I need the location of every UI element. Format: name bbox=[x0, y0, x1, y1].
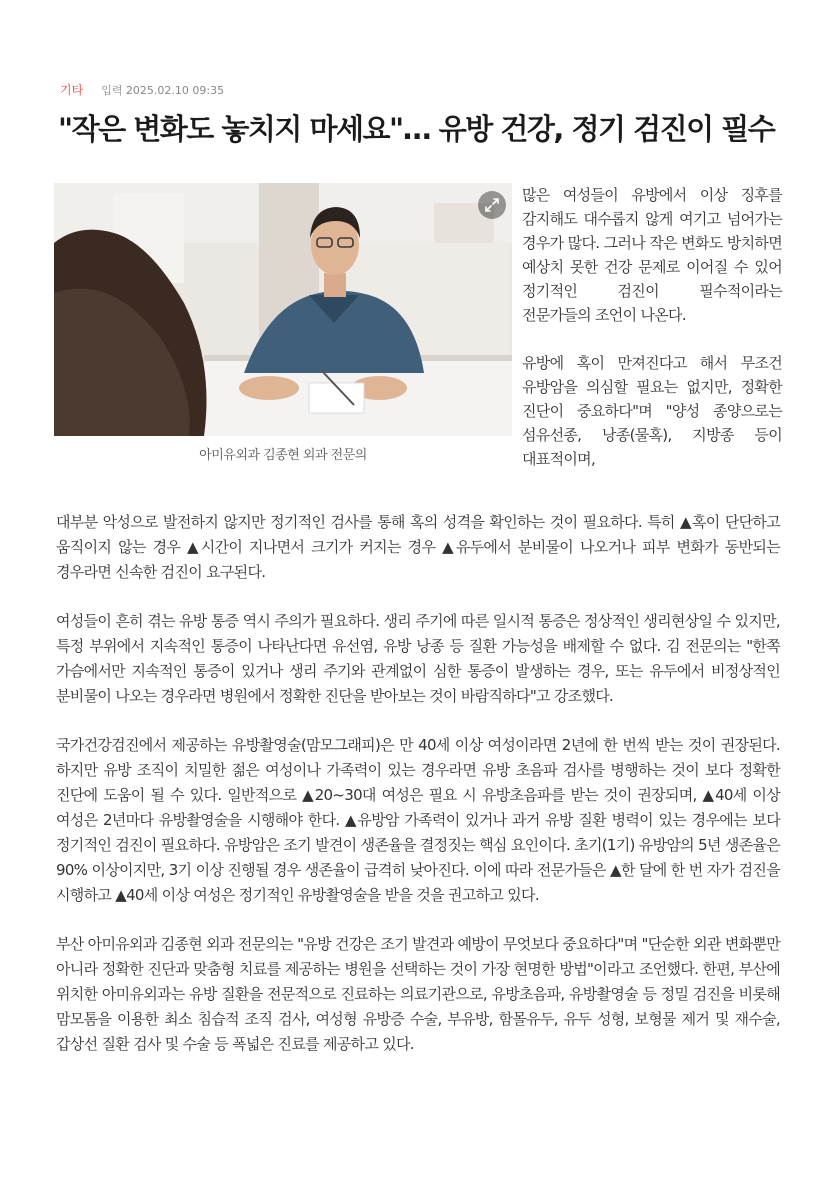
photo-caption: 아미유외과 김종현 외과 전문의 bbox=[199, 448, 367, 463]
body-paragraph-4: 부산 아미유외과 김종현 외과 전문의는 "유방 건강은 조기 발견과 예방이 무엇보다 중요하다"며 "단순한 외관 변화뿐만 아니라 정확한 진단과 맞춤형 치료를 제공하는 병원을 선택하는 것이 가장 현명한 방법"이라고 조언했다. 한편, 부산에 위치한 아미유외과는 유방 질환을 전문적으로 진료하는 의료기관으로, 유방초음파, 유방촬영술 등 정밀 검진을 비롯해 맘모톰을 이용한 최소 침습적 조직 검사, 여성형 유방증 수술, 부유방, 함몰유두, 유두 성형, 보형물 제거 및 재수술, 갑상선 질환 검사 및 수술 등 폭넓은 진료를 제공하고 있다. bbox=[56, 935, 780, 1053]
article-body bbox=[56, 510, 780, 1081]
publish-date: 입력 2025.02.10 09:35 bbox=[101, 84, 225, 97]
article-meta bbox=[60, 81, 224, 98]
body-paragraph-3: 국가건강검진에서 제공하는 유방촬영술(맘모그래피)은 만 40세 이상 여성이라면 2년에 한 번씩 받는 것이 권장된다. 하지만 유방 조직이 치밀한 젊은 여성이나 가족력이 있는 경우라면 유방 초음파 검사를 병행하는 것이 보다 정확한 진단에 도움이 될 수 있다. 일반적으로 ▲20~30대 여성은 필요 시 유방초음파를 받는 것이 권장되며, ▲40세 이상 여성은 2년마다 유방촬영술을 시행해야 한다. ▲유방암 가족력이 있거나 과거 유방 질환 병력이 있는 경우에는 보다 정기적인 검진이 필요하다. 유방암은 조기 발견이 생존율을 결정짓는 핵심 요인이다. 초기(1기) 유방암의 5년 생존율은 90% 이상이지만, 3기 이상 진행될 경우 생존율이 급격히 낮아진다. 이에 따라 전문가들은 ▲한 달에 한 번 자가 검진을 시행하고 ▲40세 이상 여성은 정기적인 유방촬영술을 받을 것을 권고하고 있다. bbox=[56, 736, 780, 904]
intro-paragraph-2: 유방에 혹이 만져진다고 해서 무조건 유방암을 의심할 필요는 없지만, 정확한 진단이 중요하다"며 "양성 종양으로는 섬유선종, 낭종(물혹), 지방종 등이 대표적이며, bbox=[522, 354, 782, 468]
body-paragraph-1: 대부분 악성으로 발전하지 않지만 정기적인 검사를 통해 혹의 성격을 확인하는 것이 필요하다. 특히 ▲혹이 단단하고 움직이지 않는 경우 ▲시간이 지나면서 크기가 커지는 경우 ▲유두에서 분비물이 나오거나 피부 변화가 동반되는 경우라면 신속한 검진이 요구된다. bbox=[56, 513, 780, 581]
intro-column bbox=[522, 183, 782, 495]
article-title: "작은 변화도 놓치지 마세요"… 유방 건강, 정기 검진이 필수 bbox=[58, 112, 775, 146]
doctor-consultation-image bbox=[54, 183, 512, 436]
expand-arrows-icon bbox=[478, 191, 506, 219]
intro-paragraph-1: 많은 여성들이 유방에서 이상 징후를 감지해도 대수롭지 않게 여기고 넘어가는 경우가 많다. 그러나 작은 변화도 방치하면 예상치 못한 건강 문제로 이어질 수 있어 정기적인 검진이 필수적이라는 전문가들의 조언이 나온다. bbox=[522, 186, 782, 324]
article-photo[interactable] bbox=[54, 183, 512, 436]
expand-photo-button[interactable] bbox=[478, 191, 506, 219]
body-paragraph-2: 여성들이 흔히 겪는 유방 통증 역시 주의가 필요하다. 생리 주기에 따른 일시적 통증은 정상적인 생리현상일 수 있지만, 특정 부위에서 지속적인 통증이 나타난다면 유선염, 유방 낭종 등 질환 가능성을 배제할 수 없다. 김 전문의는 "한쪽 가슴에서만 지속적인 통증이 있거나 생리 주기와 관계없이 심한 통증이 발생하는 경우, 또는 유두에서 비정상적인 분비물이 나오는 경우라면 병원에서 정확한 진단을 받아보는 것이 바람직하다"고 강조했다. bbox=[56, 612, 780, 705]
category-label[interactable]: 기타 bbox=[60, 83, 84, 97]
